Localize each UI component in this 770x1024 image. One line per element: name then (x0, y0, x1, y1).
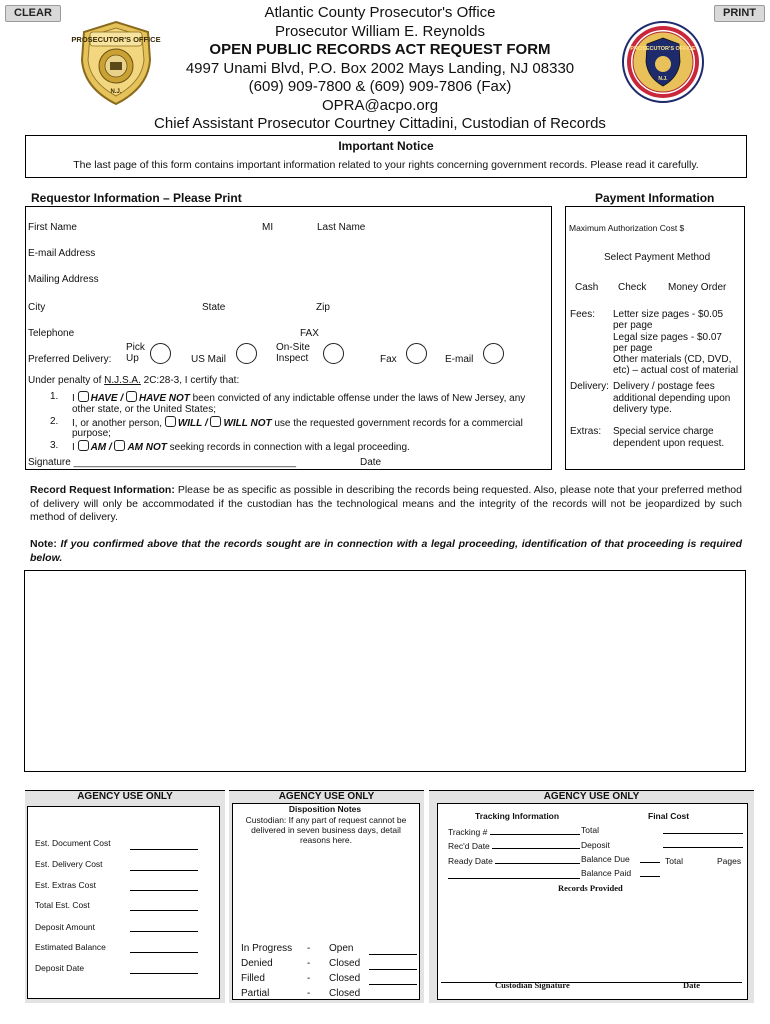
cert1-number: 1. (50, 391, 59, 402)
delivery-fee-text: Delivery / postage fees additional depending upon delivery type. (613, 381, 731, 415)
office-email: OPRA@acpo.org (321, 96, 439, 114)
cert2-line2: purpose; (72, 428, 111, 439)
disposition-text: Custodian: If any part of request cannot be delivered in seven business days, detail reasons here. (245, 815, 407, 845)
custodian-line: Chief Assistant Prosecutor Courtney Cittadini, Custodian of Records (154, 115, 606, 132)
cert3-line: I AM / AM NOT seeking records in connection with a legal proceeding. (72, 442, 410, 453)
ready-date-label: Ready Date (448, 856, 493, 866)
ready-date-field[interactable] (495, 863, 580, 864)
print-button[interactable]: PRINT (714, 5, 765, 22)
final-cost-field-2[interactable] (663, 847, 743, 848)
estimated-balance-field[interactable] (130, 952, 198, 953)
mailing-address-label: Mailing Address (28, 274, 99, 285)
email-label: E-mail Address (28, 248, 96, 259)
extras-text: Special service charge dependent upon request. (613, 426, 725, 449)
custodian-signature-label: Custodian Signature (495, 980, 570, 990)
am-checkbox[interactable] (78, 440, 89, 451)
pickup-radio[interactable] (150, 343, 171, 364)
deposit-date-label: Deposit Date (35, 963, 85, 973)
mi-label: MI (262, 222, 274, 233)
max-auth-label: Maximum Authorization Cost $ (569, 223, 685, 233)
tracking-extra-field[interactable] (448, 878, 580, 879)
will-checkbox[interactable] (165, 416, 176, 427)
fax-label: FAX (300, 328, 319, 339)
signature-line[interactable]: Signature ________________________________________ (28, 457, 297, 468)
email-radio[interactable] (483, 343, 504, 364)
prosecutor-name: Prosecutor William E. Reynolds (274, 22, 486, 40)
tracking-number-label: Tracking # (448, 827, 488, 837)
estimated-balance-label: Estimated Balance (35, 942, 106, 952)
deposit-label: Deposit (581, 840, 610, 850)
total-pages-label: Total (665, 856, 683, 866)
balance-due-label: Balance Due (581, 854, 630, 864)
est-extras-cost-label: Est. Extras Cost (35, 880, 96, 890)
fees-label: Fees: (570, 309, 596, 320)
est-delivery-cost-label: Est. Delivery Cost (35, 859, 103, 869)
office-phone: (609) 909-7800 & (609) 909-7806 (Fax) (248, 78, 512, 96)
state-label: State (202, 302, 226, 313)
est-extras-cost-field[interactable] (130, 890, 198, 891)
last-name-label: Last Name (317, 222, 366, 233)
penalty-statement: Under penalty of N.J.S.A. 2C:28-3, I certify that: (28, 375, 240, 386)
office-address: 4997 Unami Blvd, P.O. Box 2002 Mays Landing, NJ 08330 (185, 59, 575, 77)
disposition-title: Disposition Notes (288, 804, 362, 814)
office-name: Atlantic County Prosecutor's Office (264, 4, 496, 21)
fax-delivery-label: Fax (380, 354, 397, 365)
deposit-date-field[interactable] (130, 973, 198, 974)
deposit-amount-field[interactable] (130, 931, 198, 932)
onsite-label: On-Site Inspect (276, 342, 310, 364)
have-not-checkbox[interactable] (126, 391, 137, 402)
total-label: Total (581, 825, 599, 835)
legal-proceeding-note: Note: If you confirmed above that the records sought are in connection with a legal proceeding, identification of that proceeding is required below. (30, 538, 742, 564)
pickup-label: Pick Up (126, 342, 145, 364)
payment-heading: Payment Information (595, 191, 715, 205)
cert2-number: 2. (50, 416, 59, 427)
usmail-label: US Mail (191, 354, 227, 365)
final-cost-field[interactable] (663, 833, 743, 834)
balance-paid-field[interactable] (640, 876, 660, 877)
agency-heading-3: AGENCY USE ONLY (429, 790, 754, 802)
preferred-delivery-label: Preferred Delivery: (28, 354, 112, 365)
select-payment-label: Select Payment Method (604, 252, 711, 263)
agency-heading-1: AGENCY USE ONLY (25, 790, 225, 802)
cert3-number: 3. (50, 440, 59, 451)
delivery-fee-label: Delivery: (570, 381, 609, 392)
telephone-label: Telephone (28, 328, 75, 339)
record-request-textarea[interactable] (24, 570, 746, 772)
tracking-title: Tracking Information (475, 811, 560, 821)
notice-title: Important Notice (338, 139, 434, 153)
cert2-line: I, or another person, WILL / WILL NOT use the requested government records for a commercial (72, 418, 523, 429)
extras-label: Extras: (570, 426, 602, 437)
seal-left-text-top: PROSECUTOR'S OFFICE (71, 35, 161, 44)
agency-heading-2: AGENCY USE ONLY (229, 790, 424, 802)
pages-label: Pages (717, 856, 742, 866)
fees-list: Letter size pages - $0.05 per page Legal size pages - $0.07 per page Other materials (CD, DVD, etc) – actual cost of material (613, 309, 739, 377)
first-name-label: First Name (28, 222, 77, 233)
filled-field[interactable] (369, 984, 417, 985)
date-label: Date (360, 457, 382, 468)
zip-label: Zip (316, 302, 330, 313)
record-request-info: Record Request Information: Please be as specific as possible in describing the records being requested. Also, please note that your preferred method of delivery will only be accommodated if the custodian has the technological means and the integrity of the records will not be jeopardized by such method of delivery. (30, 484, 742, 523)
cert1-line2: other state, or the United States; (72, 404, 216, 415)
balance-due-field[interactable] (640, 862, 660, 863)
in-progress-field[interactable] (369, 954, 417, 955)
am-not-checkbox[interactable] (114, 440, 125, 451)
est-document-cost-label: Est. Document Cost (35, 838, 111, 848)
prosecutor-round-seal (621, 20, 705, 104)
cert1-line: I HAVE / HAVE NOT been convicted of any indictable offense under the laws of New Jersey, any (72, 393, 526, 404)
final-cost-label: Final Cost (648, 811, 690, 821)
seal-left-text-bottom: N.J. (110, 89, 122, 95)
usmail-radio[interactable] (236, 343, 257, 364)
form-title: OPEN PUBLIC RECORDS ACT REQUEST FORM (209, 41, 551, 59)
balance-paid-label: Balance Paid (581, 868, 632, 878)
notice-body: The last page of this form contains important information related to your rights concerning government records. Please read it carefully. (73, 159, 699, 171)
agency-tracking-panel (429, 790, 754, 1003)
clear-button[interactable]: CLEAR (5, 5, 61, 22)
tracking-number-field[interactable] (490, 834, 580, 835)
seal-right-text-bottom: N.J. (658, 76, 668, 82)
total-est-cost-field[interactable] (130, 910, 198, 911)
requestor-heading: Requestor Information – Please Print (31, 191, 242, 205)
cash-option[interactable]: Cash (575, 282, 599, 293)
will-not-checkbox[interactable] (210, 416, 221, 427)
seal-right-text-top: PROSECUTOR'S OFFICE (630, 46, 696, 52)
important-notice (25, 135, 747, 178)
email-delivery-label: E-mail (445, 354, 474, 365)
est-delivery-cost-field[interactable] (130, 870, 198, 871)
est-document-cost-field[interactable] (130, 849, 198, 850)
fax-radio[interactable] (406, 343, 427, 364)
denied-field[interactable] (369, 969, 417, 970)
city-label: City (28, 302, 46, 313)
deposit-amount-label: Deposit Amount (35, 922, 96, 932)
header (140, 4, 620, 116)
have-checkbox[interactable] (78, 391, 89, 402)
check-option[interactable]: Check (618, 282, 647, 293)
recd-date-field[interactable] (492, 848, 580, 849)
custodian-date-label: Date (683, 980, 700, 990)
records-provided-label: Records Provided (558, 883, 623, 893)
onsite-radio[interactable] (323, 343, 344, 364)
recd-date-label: Rec'd Date (448, 841, 490, 851)
money-order-option[interactable]: Money Order (668, 282, 727, 293)
total-est-cost-label: Total Est. Cost (35, 900, 90, 910)
